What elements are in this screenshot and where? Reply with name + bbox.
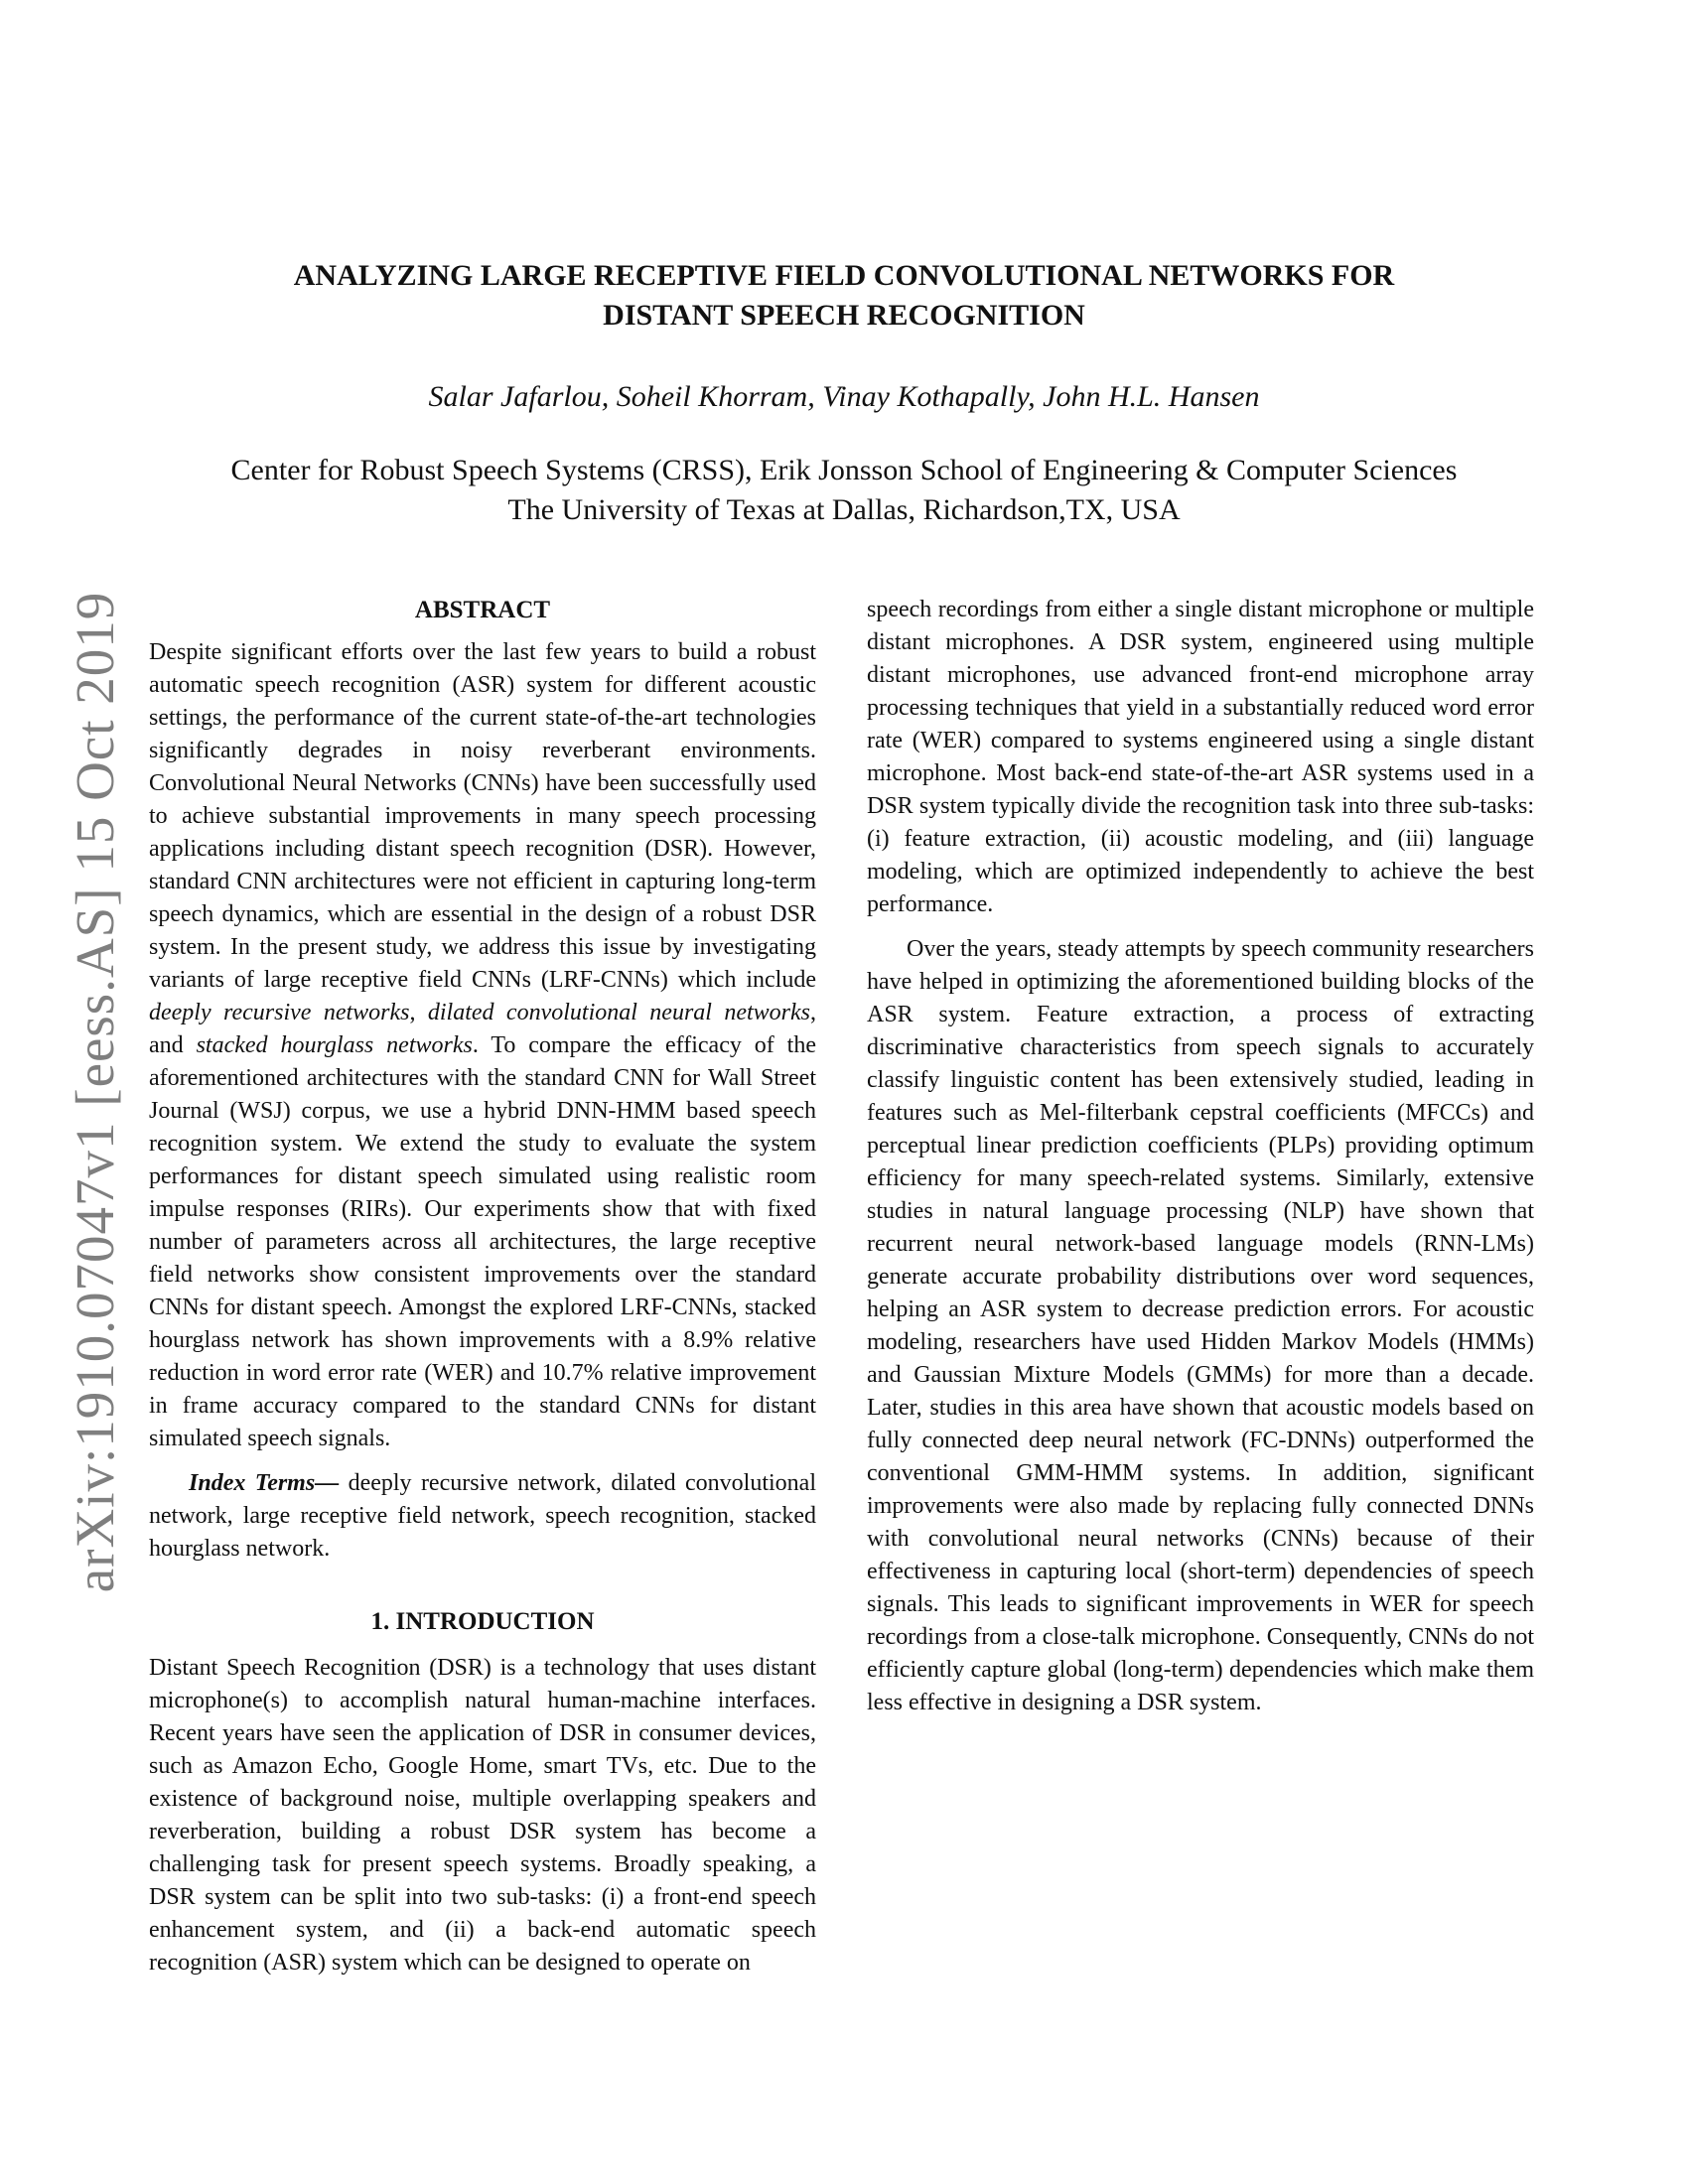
index-terms-text: deeply recursive network, dilated convolutional network, large receptive field network, speech recognition, stacked hourglass network. bbox=[149, 1470, 816, 1562]
abstract-keyword-dilated-convolutional: dilated convolutional neural networks bbox=[427, 1000, 810, 1025]
abstract-text-part-1: Despite significant efforts over the last few years to build a robust automatic speech recognition (ASR) system for different acoustic settings, the performance of the current state-of-the-art technologies significantly degrades in noisy reverberant environments. Convolutional Neural Networks (CNNs) have been successfully used to achieve substantial improvements in many speech processing applications including distant speech recognition (DSR). However, standard CNN architectures were not efficient in capturing long-term speech dynamics, which are essential in the design of a robust DSR system. In the present study, we address this issue by investigating variants of large receptive field CNNs (LRF-CNNs) which include bbox=[149, 639, 816, 993]
author-list: Salar Jafarlou, Soheil Khorram, Vinay Kothapally, John H.L. Hansen bbox=[428, 380, 1260, 413]
affiliation-line-2: The University of Texas at Dallas, Richardson,TX, USA bbox=[507, 493, 1181, 526]
paper-title-line-2: DISTANT SPEECH RECOGNITION bbox=[603, 299, 1085, 332]
abstract-text-part-2: . To compare the efficacy of the aforementioned architectures with the standard CNN for Wall Street Journal (WSJ) corpus, we use a hybrid DNN-HMM based speech recognition system. We extend the study to evaluate the system performances for distant speech simulated using realistic room impulse responses (RIRs). Our experiments show that with fixed number of parameters across all architectures, the large receptive field networks show consistent improvements over the standard CNNs for distant speech. Amongst the explored LRF-CNNs, stacked hourglass network has shown improvements with a 8.9% relative reduction in word error rate (WER) and 10.7% relative improvement in frame accuracy compared to the standard CNNs for distant simulated speech signals. bbox=[149, 1032, 816, 1451]
affiliation-line-1: Center for Robust Speech Systems (CRSS), Erik Jonsson School of Engineering & Computer Sciences bbox=[230, 454, 1458, 486]
arxiv-identifier: arXiv:1910.07047v1 [eess.AS] 15 Oct 2019 bbox=[65, 591, 125, 1593]
affiliation bbox=[149, 451, 1539, 530]
introduction-paragraph-2: Over the years, steady attempts by speech community researchers have helped in optimizing the aforementioned building blocks of the ASR system. Feature extraction, a process of extracting discriminative characteristics from speech signals to accurately classify linguistic content has been extensively studied, leading in features such as Mel-filterbank cepstral coefficients (MFCCs) and perceptual linear prediction coefficients (PLPs) providing optimum efficiency for many speech-related systems. Similarly, extensive studies in natural language processing (NLP) have shown that recurrent neural network-based language models (RNN-LMs) generate accurate probability distributions over word sequences, helping an ASR system to decrease prediction errors. For acoustic modeling, researchers have used Hidden Markov Models (HMMs) and Gaussian Mixture Models (GMMs) for more than a decade. Later, studies in this area have shown that acoustic models based on fully connected deep neural network (FC-DNNs) outperformed the conventional GMM-HMM systems. In addition, significant improvements were also made by replacing fully connected DNNs with convolutional neural networks (CNNs) because of their effectiveness in capturing local (short-term) dependencies of speech signals. This leads to significant improvements in WER for speech recordings from a close-talk microphone. Consequently, CNNs do not efficiently capture global (long-term) dependencies which make them less effective in designing a DSR system. bbox=[867, 936, 1534, 1715]
introduction-heading: 1. INTRODUCTION bbox=[370, 1608, 595, 1635]
abstract-heading: ABSTRACT bbox=[414, 597, 551, 623]
abstract-body bbox=[149, 636, 816, 1455]
introduction-paragraph-1: Distant Speech Recognition (DSR) is a technology that uses distant microphone(s) to accomplish natural human-machine interfaces. Recent years have seen the application of DSR in consumer devices, such as Amazon Echo, Google Home, smart TVs, etc. Due to the existence of background noise, multiple overlapping speakers and reverberation, building a robust DSR system has become a challenging task for present speech systems. Broadly speaking, a DSR system can be split into two sub-tasks: (i) a front-end speech enhancement system, and (ii) a back-end automatic speech recognition (ASR) system which can be designed to operate on bbox=[149, 1655, 816, 1976]
paper-title bbox=[149, 256, 1539, 336]
abstract-keyword-deeply-recursive: deeply recursive networks bbox=[149, 1000, 410, 1025]
index-terms bbox=[149, 1467, 816, 1566]
introduction-paragraph-1-continued: speech recordings from either a single distant microphone or multiple distant microphones. A DSR system, engineered using multiple distant microphones, use advanced front-end microphone array processing techniques that yield in a substantially reduced word error rate (WER) compared to systems engineered using a single distant microphone. Most back-end state-of-the-art ASR systems used in a DSR system typically divide the recognition task into three sub-tasks: (i) feature extraction, (ii) acoustic modeling, and (iii) language modeling, which are optimized independently to achieve the best performance. bbox=[867, 597, 1534, 917]
index-terms-label: Index Terms— bbox=[189, 1470, 340, 1496]
abstract-keyword-stacked-hourglass: stacked hourglass networks bbox=[196, 1032, 473, 1058]
abstract-separator-2: , and bbox=[149, 1000, 816, 1058]
right-column bbox=[867, 594, 1534, 1719]
abstract-separator-1: , bbox=[409, 1000, 428, 1025]
left-column bbox=[149, 594, 816, 1979]
paper-title-line-1: ANALYZING LARGE RECEPTIVE FIELD CONVOLUTIONAL NETWORKS FOR bbox=[293, 259, 1395, 292]
